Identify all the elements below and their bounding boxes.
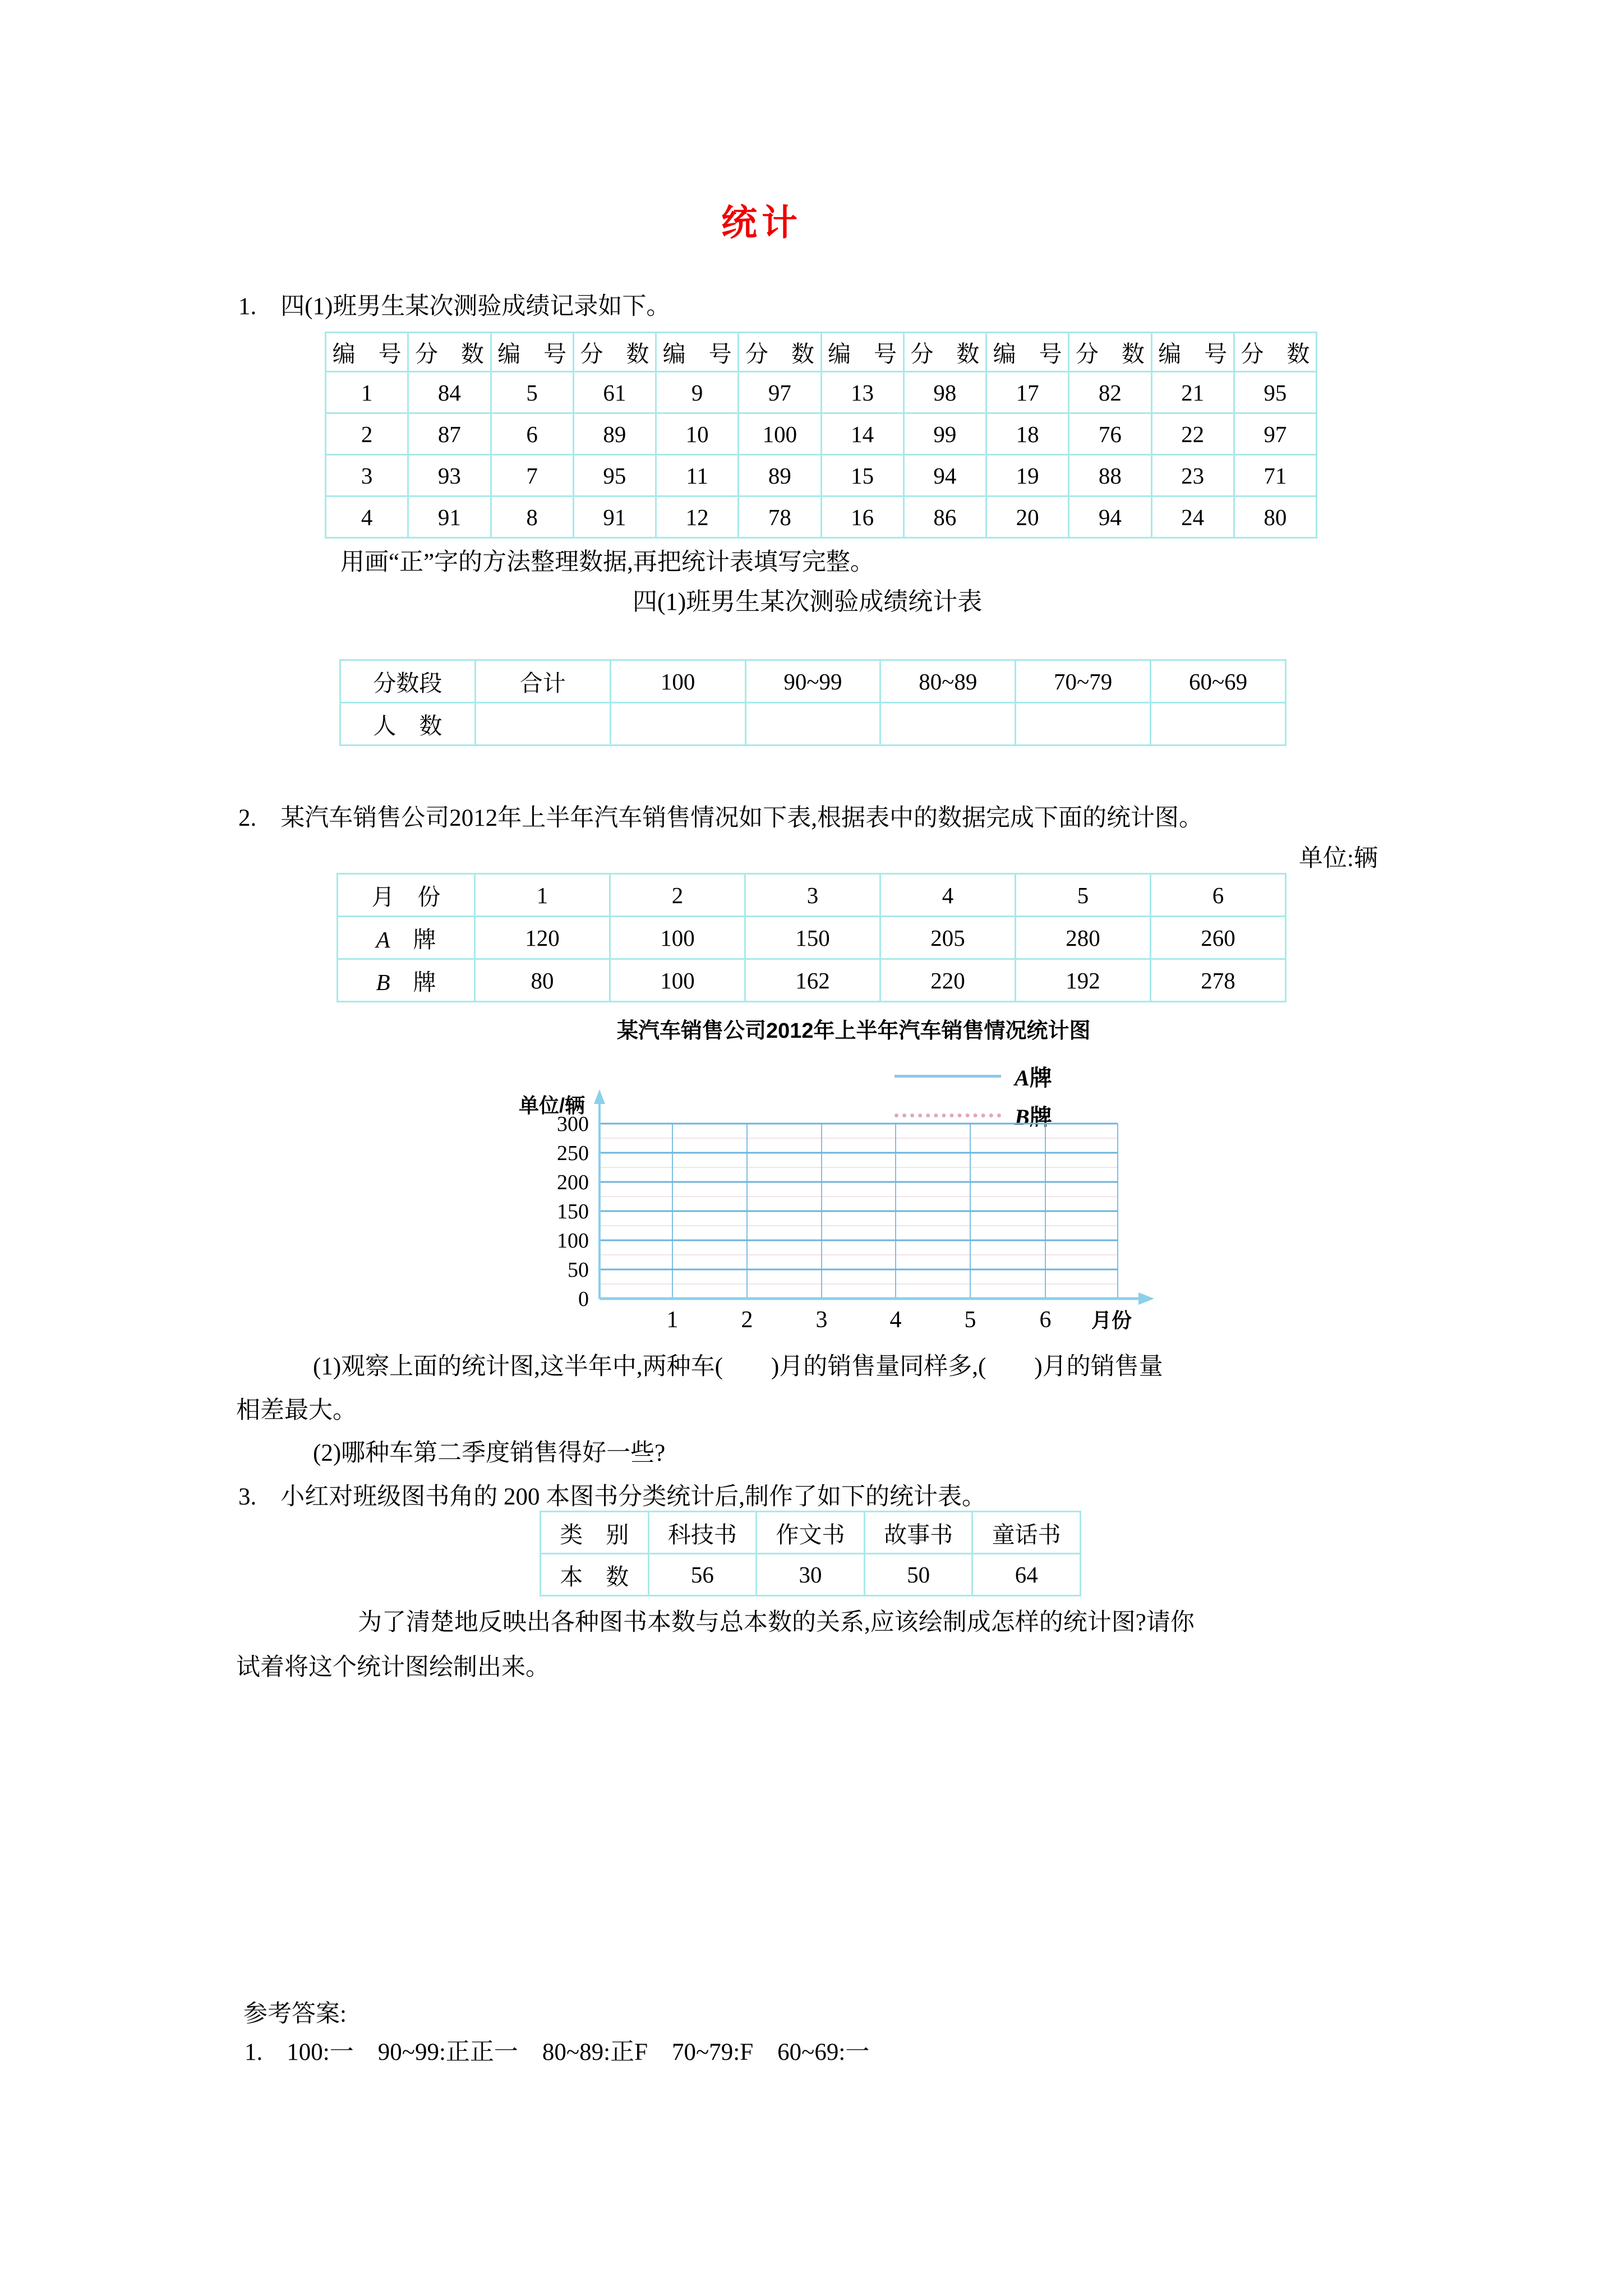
stats-empty-cell [745, 703, 880, 746]
score-cell: 76 [1069, 413, 1151, 455]
brand-b-letter: B [376, 969, 390, 995]
book-count-cell: 30 [757, 1554, 865, 1596]
x-tick: 4 [889, 1307, 902, 1333]
score-header-cell: 编 号 [491, 333, 573, 372]
score-cell: 21 [1151, 372, 1234, 413]
score-cell: 89 [739, 455, 821, 496]
stats-header-cell: 80~89 [880, 660, 1016, 703]
score-table-row [326, 372, 1317, 413]
score-table-row [326, 413, 1317, 455]
book-header-cell: 故事书 [864, 1512, 972, 1554]
book-count-cell: 50 [864, 1554, 972, 1596]
score-header-cell: 编 号 [656, 333, 739, 372]
x-tick: 5 [964, 1307, 976, 1333]
score-table-row [326, 455, 1317, 496]
stats-value-row [340, 703, 1286, 746]
y-tick: 50 [568, 1258, 589, 1282]
score-cell: 4 [326, 496, 408, 538]
x-tick: 3 [815, 1307, 828, 1333]
sales-month-cell: 6 [1151, 874, 1286, 917]
score-header-cell: 分 数 [573, 333, 656, 372]
brand-a-value: 280 [1016, 917, 1151, 959]
stats-header-row [340, 660, 1286, 703]
stats-empty-cell [475, 703, 610, 746]
brand-a-word: 牌 [413, 927, 436, 953]
score-cell: 95 [573, 455, 656, 496]
brand-b-value: 192 [1016, 959, 1151, 1002]
score-record-table [325, 332, 1317, 539]
legend-a-word: 牌 [1029, 1066, 1052, 1091]
sales-month-cell: 5 [1016, 874, 1151, 917]
score-cell: 100 [739, 413, 821, 455]
score-stats-table [339, 659, 1287, 746]
score-cell: 24 [1151, 496, 1234, 538]
stats-empty-cell [880, 703, 1016, 746]
q2-sub1-line1: (1)观察上面的统计图,这半年中,两种车( )月的销售量同样多,( )月的销售量 [313, 1354, 1163, 1380]
score-cell: 94 [903, 455, 986, 496]
stats-table-title: 四(1)班男生某次测验成绩统计表 [633, 588, 983, 615]
q3-note-line2: 试着将这个统计图绘制出来。 [236, 1654, 550, 1681]
score-cell: 9 [656, 372, 739, 413]
score-cell: 1 [326, 372, 408, 413]
y-tick: 100 [557, 1229, 589, 1253]
brand-b-value: 278 [1151, 959, 1286, 1002]
q1-instruction: 用画“正”字的方法整理数据,再把统计表填写完整。 [340, 549, 874, 576]
brand-b-label [338, 959, 475, 1002]
chart-title: 某汽车销售公司2012年上半年汽车销售情况统计图 [617, 1019, 1091, 1043]
answer-item-1: 1. 100:一 90~99:正正一 80~89:正F 70~79:F 60~69:一 [245, 2039, 870, 2065]
sales-month-cell: 2 [610, 874, 745, 917]
sales-header-row [338, 874, 1286, 917]
answers-heading: 参考答案: [243, 2001, 347, 2027]
stats-header-cell: 合计 [475, 660, 610, 703]
score-cell: 12 [656, 496, 739, 538]
y-tick: 200 [557, 1171, 589, 1194]
score-cell: 88 [1069, 455, 1151, 496]
car-sales-table [336, 873, 1287, 1002]
brand-b-word: 牌 [413, 969, 436, 995]
score-cell: 23 [1151, 455, 1234, 496]
sales-month-cell: 1 [475, 874, 610, 917]
book-count-cell: 56 [648, 1554, 757, 1596]
y-tick: 300 [557, 1112, 589, 1136]
score-cell: 94 [1069, 496, 1151, 538]
score-cell: 14 [821, 413, 903, 455]
legend-a-letter: A [1015, 1065, 1030, 1091]
score-cell: 22 [1151, 413, 1234, 455]
score-header-cell: 编 号 [986, 333, 1069, 372]
x-tick: 1 [666, 1307, 679, 1333]
score-cell: 61 [573, 372, 656, 413]
score-cell: 16 [821, 496, 903, 538]
stats-header-cell: 70~79 [1016, 660, 1151, 703]
stats-header-cell: 90~99 [745, 660, 880, 703]
score-header-cell: 分 数 [739, 333, 821, 372]
score-header-cell: 编 号 [821, 333, 903, 372]
q3-note-line1: 为了清楚地反映出各种图书本数与总本数的关系,应该绘制成怎样的统计图?请你 [358, 1609, 1195, 1636]
brand-a-value: 100 [610, 917, 745, 959]
score-cell: 82 [1069, 372, 1151, 413]
sales-month-header: 月 份 [338, 874, 475, 917]
y-tick: 0 [578, 1287, 589, 1311]
score-cell: 71 [1234, 455, 1316, 496]
brand-a-row [338, 917, 1286, 959]
book-row-label: 本 数 [541, 1554, 649, 1596]
brand-b-value: 220 [880, 959, 1016, 1002]
legend-b-word: 牌 [1029, 1105, 1052, 1130]
sales-month-cell: 3 [745, 874, 880, 917]
q1-prompt: 1. 四(1)班男生某次测验成绩记录如下。 [238, 293, 671, 320]
score-header-cell: 分 数 [1069, 333, 1151, 372]
score-header-cell: 分 数 [1234, 333, 1316, 372]
brand-b-value: 80 [475, 959, 610, 1002]
stats-row-label: 人 数 [340, 703, 476, 746]
x-tick: 6 [1039, 1307, 1052, 1333]
brand-b-value: 162 [745, 959, 880, 1002]
brand-b-value: 100 [610, 959, 745, 1002]
score-cell: 8 [491, 496, 573, 538]
score-cell: 95 [1234, 372, 1316, 413]
score-table-header-row [326, 333, 1317, 372]
x-axis-label: 月份 [1091, 1309, 1132, 1332]
x-axis-arrow [1138, 1292, 1154, 1305]
stats-empty-cell [1016, 703, 1151, 746]
score-cell: 80 [1234, 496, 1316, 538]
book-header-cell: 作文书 [757, 1512, 865, 1554]
brand-b-row [338, 959, 1286, 1002]
score-header-cell: 编 号 [1151, 333, 1234, 372]
book-value-row [541, 1554, 1081, 1596]
brand-a-label [338, 917, 475, 959]
stats-header-cell: 60~69 [1151, 660, 1286, 703]
score-cell: 2 [326, 413, 408, 455]
unit-note: 单位:辆 [1299, 845, 1378, 872]
book-count-cell: 64 [972, 1554, 1081, 1596]
score-cell: 87 [408, 413, 491, 455]
brand-a-value: 205 [880, 917, 1016, 959]
score-cell: 97 [1234, 413, 1316, 455]
y-axis-label: 单位/辆 [519, 1094, 585, 1117]
legend-a-line-swatch [895, 1075, 1001, 1078]
score-cell: 97 [739, 372, 821, 413]
brand-a-value: 260 [1151, 917, 1286, 959]
score-cell: 18 [986, 413, 1069, 455]
q3-prompt: 3. 小红对班级图书角的 200 本图书分类统计后,制作了如下的统计表。 [238, 1484, 986, 1510]
score-cell: 91 [408, 496, 491, 538]
score-table-row [326, 496, 1317, 538]
sales-month-cell: 4 [880, 874, 1016, 917]
book-category-table [540, 1511, 1081, 1596]
score-header-cell: 编 号 [326, 333, 408, 372]
score-cell: 84 [408, 372, 491, 413]
score-cell: 10 [656, 413, 739, 455]
score-cell: 3 [326, 455, 408, 496]
score-cell: 86 [903, 496, 986, 538]
score-cell: 19 [986, 455, 1069, 496]
stats-empty-cell [610, 703, 745, 746]
score-cell: 98 [903, 372, 986, 413]
y-tick: 250 [557, 1142, 589, 1165]
score-header-cell: 分 数 [903, 333, 986, 372]
q2-sub1-line2: 相差最大。 [236, 1397, 357, 1424]
score-cell: 99 [903, 413, 986, 455]
brand-a-value: 150 [745, 917, 880, 959]
y-tick: 150 [557, 1200, 589, 1223]
brand-a-value: 120 [475, 917, 610, 959]
y-axis-arrow [594, 1089, 605, 1104]
page-title: 统计 [721, 203, 802, 243]
score-cell: 78 [739, 496, 821, 538]
score-header-cell: 分 数 [408, 333, 491, 372]
legend-b-letter: B [1015, 1105, 1030, 1130]
q2-prompt: 2. 某汽车销售公司2012年上半年汽车销售情况如下表,根据表中的数据完成下面的统计图。 [238, 805, 1203, 831]
book-header-cell: 类 别 [541, 1512, 649, 1554]
book-header-cell: 童话书 [972, 1512, 1081, 1554]
sales-line-chart-grid [505, 1087, 1183, 1354]
stats-header-cell: 分数段 [340, 660, 476, 703]
score-cell: 89 [573, 413, 656, 455]
score-cell: 17 [986, 372, 1069, 413]
score-cell: 20 [986, 496, 1069, 538]
score-cell: 15 [821, 455, 903, 496]
score-cell: 93 [408, 455, 491, 496]
score-cell: 6 [491, 413, 573, 455]
score-cell: 11 [656, 455, 739, 496]
stats-empty-cell [1151, 703, 1286, 746]
book-header-cell: 科技书 [648, 1512, 757, 1554]
score-cell: 91 [573, 496, 656, 538]
x-tick: 2 [741, 1307, 753, 1333]
score-cell: 5 [491, 372, 573, 413]
stats-header-cell: 100 [610, 660, 745, 703]
q2-sub2: (2)哪种车第二季度销售得好一些? [313, 1440, 666, 1466]
brand-a-letter: A [376, 927, 390, 953]
score-cell: 13 [821, 372, 903, 413]
score-cell: 7 [491, 455, 573, 496]
book-header-row [541, 1512, 1081, 1554]
